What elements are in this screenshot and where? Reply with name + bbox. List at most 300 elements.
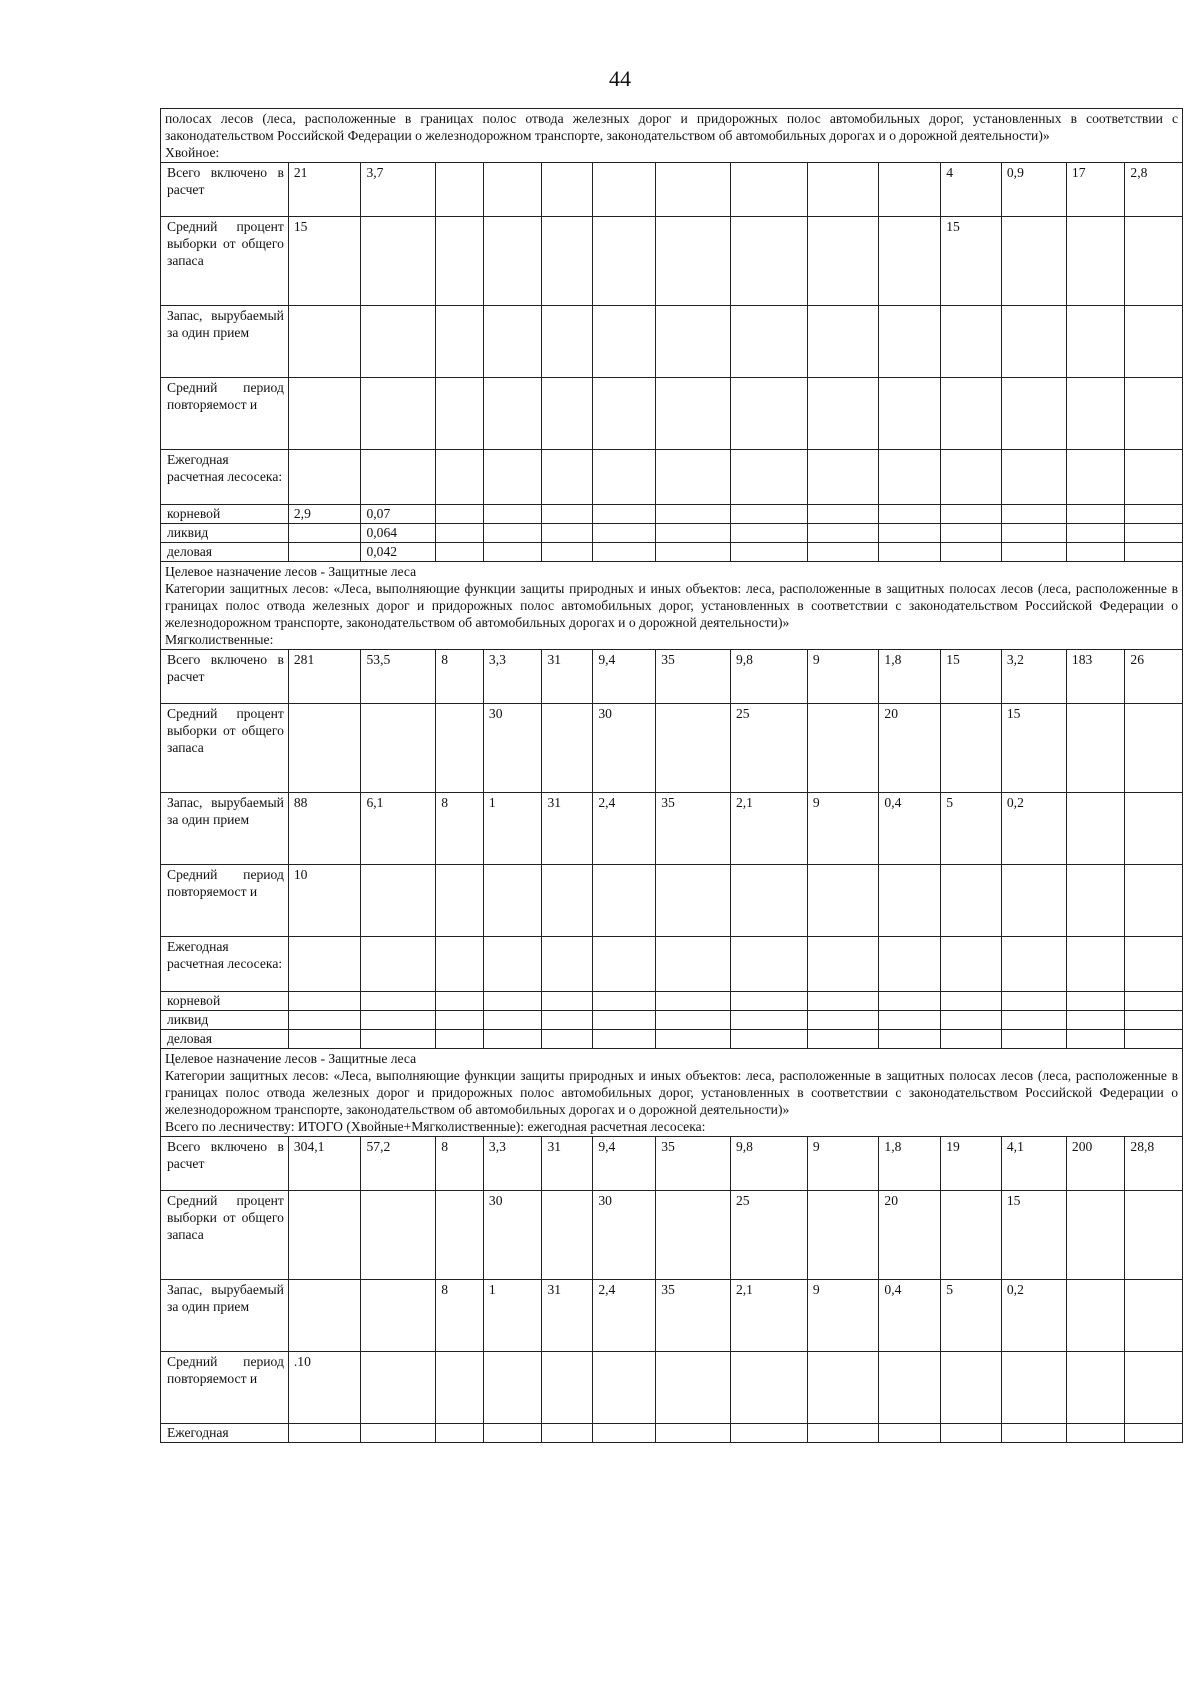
table-cell: 19 bbox=[941, 1136, 1002, 1190]
table-cell bbox=[1001, 1010, 1066, 1029]
table-cell bbox=[361, 1423, 436, 1442]
table-cell bbox=[1001, 542, 1066, 561]
table-row bbox=[161, 991, 1183, 1010]
row-label: ликвид bbox=[161, 1010, 289, 1029]
table-cell: .10 bbox=[288, 1351, 361, 1423]
table-cell bbox=[941, 703, 1002, 792]
table-cell bbox=[1001, 523, 1066, 542]
table-cell: 4,1 bbox=[1001, 1136, 1066, 1190]
table-cell bbox=[542, 523, 593, 542]
table-cell bbox=[879, 377, 941, 449]
table-cell: 1,8 bbox=[879, 1136, 941, 1190]
intro-paragraph: полосах лесов (леса, расположенные в границах полос отвода железных дорог и придорожных полос автомобильных дорог, установленных в соответствии с законодательством Российской Федерации о железнодорожном транспорте, законодательством об автомобильных дорогах и о дорожной деятельности)» bbox=[165, 111, 1178, 144]
forest-data-table bbox=[160, 162, 1183, 562]
table-cell: 5 bbox=[941, 792, 1002, 864]
table-cell bbox=[730, 377, 807, 449]
table-cell bbox=[807, 936, 879, 991]
table-cell bbox=[593, 216, 656, 305]
table-cell bbox=[361, 305, 436, 377]
table-cell bbox=[361, 864, 436, 936]
table-cell bbox=[1001, 305, 1066, 377]
table-cell bbox=[1066, 864, 1125, 936]
table-cell bbox=[879, 504, 941, 523]
table-cell: 2,8 bbox=[1125, 162, 1183, 216]
table-cell bbox=[593, 504, 656, 523]
table-cell: 15 bbox=[1001, 1190, 1066, 1279]
table-cell bbox=[361, 703, 436, 792]
table-cell bbox=[730, 305, 807, 377]
table-cell bbox=[1125, 504, 1183, 523]
intro-paragraph: Мягколиственные: bbox=[165, 632, 274, 648]
table-cell bbox=[730, 216, 807, 305]
table-cell: 31 bbox=[542, 1279, 593, 1351]
table-cell bbox=[1001, 216, 1066, 305]
table-cell bbox=[1125, 1190, 1183, 1279]
table-cell: 10 bbox=[288, 864, 361, 936]
table-cell bbox=[361, 1190, 436, 1279]
table-cell bbox=[656, 864, 731, 936]
table-cell bbox=[483, 1029, 542, 1048]
table-cell: 3,7 bbox=[361, 162, 436, 216]
table-cell bbox=[1001, 504, 1066, 523]
table-cell bbox=[807, 162, 879, 216]
table-cell: 15 bbox=[941, 649, 1002, 703]
table-cell bbox=[361, 936, 436, 991]
table-row bbox=[161, 542, 1183, 561]
section-intro bbox=[160, 1049, 1183, 1136]
table-cell: 1 bbox=[483, 1279, 542, 1351]
table-cell bbox=[656, 1351, 731, 1423]
page-number: 44 bbox=[609, 66, 631, 91]
row-label: Ежегодная расчетная лесосека: bbox=[161, 449, 289, 504]
table-cell bbox=[436, 1423, 484, 1442]
table-cell: 30 bbox=[593, 1190, 656, 1279]
table-cell bbox=[593, 936, 656, 991]
table-cell bbox=[436, 1351, 484, 1423]
table-cell bbox=[941, 1351, 1002, 1423]
table-cell bbox=[807, 703, 879, 792]
table-cell: 0,2 bbox=[1001, 1279, 1066, 1351]
table-cell bbox=[807, 1010, 879, 1029]
table-cell bbox=[879, 1351, 941, 1423]
table-cell bbox=[436, 864, 484, 936]
table-cell bbox=[436, 1190, 484, 1279]
table-cell: 28,8 bbox=[1125, 1136, 1183, 1190]
table-cell bbox=[288, 1423, 361, 1442]
table-cell bbox=[807, 864, 879, 936]
table-cell: 8 bbox=[436, 792, 484, 864]
table-cell bbox=[483, 542, 542, 561]
table-cell: 17 bbox=[1066, 162, 1125, 216]
table-cell: 15 bbox=[941, 216, 1002, 305]
table-cell: 20 bbox=[879, 1190, 941, 1279]
table-cell bbox=[436, 936, 484, 991]
table-cell bbox=[361, 991, 436, 1010]
table-cell bbox=[542, 703, 593, 792]
table-row bbox=[161, 936, 1183, 991]
table-cell bbox=[1125, 864, 1183, 936]
table-cell bbox=[1066, 449, 1125, 504]
table-cell bbox=[1001, 449, 1066, 504]
table-cell bbox=[1001, 1351, 1066, 1423]
table-cell bbox=[879, 542, 941, 561]
table-cell bbox=[542, 504, 593, 523]
table-cell bbox=[730, 991, 807, 1010]
table-cell bbox=[483, 1423, 542, 1442]
table-cell bbox=[593, 1029, 656, 1048]
table-cell bbox=[941, 1190, 1002, 1279]
table-cell: 25 bbox=[730, 1190, 807, 1279]
table-cell bbox=[1066, 936, 1125, 991]
table-cell bbox=[593, 1423, 656, 1442]
table-cell: 25 bbox=[730, 703, 807, 792]
table-row bbox=[161, 523, 1183, 542]
table-cell bbox=[1001, 1029, 1066, 1048]
table-cell bbox=[941, 991, 1002, 1010]
table-cell bbox=[807, 523, 879, 542]
table-cell: 35 bbox=[656, 649, 731, 703]
row-label: ликвид bbox=[161, 523, 289, 542]
table-cell bbox=[593, 864, 656, 936]
table-row bbox=[161, 305, 1183, 377]
table-cell: 1 bbox=[483, 792, 542, 864]
row-label: Всего включено в расчет bbox=[161, 1136, 289, 1190]
table-cell: 15 bbox=[288, 216, 361, 305]
table-cell bbox=[542, 305, 593, 377]
table-cell: 6,1 bbox=[361, 792, 436, 864]
table-cell bbox=[288, 523, 361, 542]
table-cell bbox=[1066, 792, 1125, 864]
table-cell bbox=[656, 216, 731, 305]
table-cell bbox=[941, 305, 1002, 377]
table-cell bbox=[542, 162, 593, 216]
table-cell bbox=[1066, 1190, 1125, 1279]
table-cell bbox=[361, 1029, 436, 1048]
table-cell bbox=[436, 1010, 484, 1029]
table-cell bbox=[542, 1010, 593, 1029]
table-cell bbox=[730, 523, 807, 542]
table-row bbox=[161, 649, 1183, 703]
table-cell: 0,07 bbox=[361, 504, 436, 523]
table-cell bbox=[288, 1190, 361, 1279]
table-cell bbox=[483, 1010, 542, 1029]
table-row bbox=[161, 1136, 1183, 1190]
row-label: Средний процент выборки от общего запаса bbox=[161, 703, 289, 792]
row-label: Средний период повторяемост и bbox=[161, 1351, 289, 1423]
table-cell bbox=[593, 1351, 656, 1423]
table-cell bbox=[542, 1029, 593, 1048]
section-intro bbox=[160, 562, 1183, 649]
table-cell bbox=[807, 1190, 879, 1279]
table-cell bbox=[436, 1029, 484, 1048]
table-cell bbox=[1125, 542, 1183, 561]
table-cell bbox=[941, 1010, 1002, 1029]
table-cell bbox=[879, 1423, 941, 1442]
table-cell bbox=[1125, 792, 1183, 864]
intro-paragraph: Всего по лесничеству: ИТОГО (Хвойные+Мягколиственные): ежегодная расчетная лесосека: bbox=[165, 1119, 706, 1135]
table-cell: 30 bbox=[483, 1190, 542, 1279]
table-cell bbox=[807, 377, 879, 449]
table-cell bbox=[288, 1279, 361, 1351]
table-cell bbox=[656, 504, 731, 523]
table-cell bbox=[483, 1351, 542, 1423]
table-cell: 3,3 bbox=[483, 649, 542, 703]
table-cell bbox=[656, 991, 731, 1010]
table-cell bbox=[656, 542, 731, 561]
table-cell bbox=[542, 1351, 593, 1423]
table-cell bbox=[807, 305, 879, 377]
table-cell bbox=[1125, 1279, 1183, 1351]
table-cell bbox=[483, 504, 542, 523]
table-cell: 200 bbox=[1066, 1136, 1125, 1190]
table-cell bbox=[656, 1423, 731, 1442]
table-cell: 31 bbox=[542, 1136, 593, 1190]
table-cell bbox=[593, 305, 656, 377]
table-row bbox=[161, 1029, 1183, 1048]
table-cell bbox=[941, 936, 1002, 991]
table-cell bbox=[1066, 1279, 1125, 1351]
table-cell: 57,2 bbox=[361, 1136, 436, 1190]
table-cell: 15 bbox=[1001, 703, 1066, 792]
table-cell bbox=[1066, 703, 1125, 792]
intro-paragraph: Целевое назначение лесов - Защитные леса bbox=[165, 563, 417, 579]
table-cell bbox=[361, 1010, 436, 1029]
table-cell: 2,4 bbox=[593, 792, 656, 864]
table-cell bbox=[941, 1029, 1002, 1048]
table-cell bbox=[361, 1279, 436, 1351]
table-row bbox=[161, 1279, 1183, 1351]
table-row bbox=[161, 1190, 1183, 1279]
table-cell bbox=[730, 162, 807, 216]
table-cell: 2,9 bbox=[288, 504, 361, 523]
table-cell: 1,8 bbox=[879, 649, 941, 703]
table-cell bbox=[1001, 936, 1066, 991]
row-label: Ежегодная расчетная лесосека: bbox=[161, 936, 289, 991]
table-cell bbox=[1001, 1423, 1066, 1442]
table-cell bbox=[436, 377, 484, 449]
table-cell bbox=[483, 377, 542, 449]
table-cell: 3,2 bbox=[1001, 649, 1066, 703]
table-cell bbox=[730, 1029, 807, 1048]
table-cell bbox=[542, 449, 593, 504]
intro-paragraph: Категории защитных лесов: «Леса, выполняющие функции защиты природных и иных объектов: леса, расположенные в защитных полосах лесов (леса, расположенные в границах полос отвода железных дорог и придорожных полос автомобильных дорог, установленных в соответствии с законодательством Российской Федерации о железнодорожном транспорте, законодательством об автомобильных дорогах и о дорожной деятельности)» bbox=[165, 1067, 1178, 1118]
table-cell bbox=[1001, 991, 1066, 1010]
table-cell bbox=[542, 1423, 593, 1442]
table-row bbox=[161, 216, 1183, 305]
table-cell bbox=[879, 449, 941, 504]
table-cell bbox=[1066, 1029, 1125, 1048]
table-cell bbox=[1066, 542, 1125, 561]
table-cell bbox=[879, 864, 941, 936]
row-label: Средний период повторяемост и bbox=[161, 864, 289, 936]
table-cell: 53,5 bbox=[361, 649, 436, 703]
table-cell bbox=[1125, 377, 1183, 449]
table-cell: 88 bbox=[288, 792, 361, 864]
table-cell bbox=[879, 1029, 941, 1048]
table-cell: 31 bbox=[542, 649, 593, 703]
table-cell: 9 bbox=[807, 649, 879, 703]
table-row bbox=[161, 1423, 1183, 1442]
table-cell: 0,042 bbox=[361, 542, 436, 561]
table-cell bbox=[483, 864, 542, 936]
table-cell bbox=[436, 523, 484, 542]
table-cell bbox=[288, 305, 361, 377]
table-cell bbox=[730, 1351, 807, 1423]
table-cell bbox=[288, 1010, 361, 1029]
table-cell: 8 bbox=[436, 1136, 484, 1190]
table-cell bbox=[483, 305, 542, 377]
table-cell bbox=[436, 449, 484, 504]
table-row bbox=[161, 162, 1183, 216]
table-cell bbox=[879, 305, 941, 377]
table-cell: 9,8 bbox=[730, 1136, 807, 1190]
table-cell bbox=[1125, 936, 1183, 991]
table-cell bbox=[941, 1423, 1002, 1442]
table-cell: 4 bbox=[941, 162, 1002, 216]
table-cell bbox=[1066, 991, 1125, 1010]
table-cell: 9,4 bbox=[593, 1136, 656, 1190]
table-cell bbox=[1125, 703, 1183, 792]
table-cell bbox=[593, 1010, 656, 1029]
row-label: корневой bbox=[161, 504, 289, 523]
table-cell: 9 bbox=[807, 1136, 879, 1190]
table-cell bbox=[542, 377, 593, 449]
table-cell bbox=[879, 523, 941, 542]
table-cell bbox=[807, 1423, 879, 1442]
table-cell bbox=[730, 504, 807, 523]
forest-data-table bbox=[160, 649, 1183, 1049]
table-cell bbox=[593, 991, 656, 1010]
section-intro bbox=[160, 108, 1183, 162]
table-cell bbox=[879, 991, 941, 1010]
table-cell bbox=[807, 504, 879, 523]
table-cell bbox=[436, 542, 484, 561]
table-cell bbox=[288, 936, 361, 991]
table-cell bbox=[288, 1029, 361, 1048]
table-cell bbox=[542, 216, 593, 305]
row-label: Всего включено в расчет bbox=[161, 162, 289, 216]
table-cell: 30 bbox=[483, 703, 542, 792]
table-cell bbox=[730, 542, 807, 561]
table-cell bbox=[656, 1190, 731, 1279]
table-cell bbox=[593, 449, 656, 504]
table-cell bbox=[542, 936, 593, 991]
table-cell bbox=[656, 305, 731, 377]
table-cell bbox=[436, 216, 484, 305]
table-cell bbox=[1125, 1029, 1183, 1048]
table-cell: 0,9 bbox=[1001, 162, 1066, 216]
table-cell bbox=[807, 542, 879, 561]
row-label: Средний период повторяемост и bbox=[161, 377, 289, 449]
table-cell: 5 bbox=[941, 1279, 1002, 1351]
table-cell: 9,8 bbox=[730, 649, 807, 703]
table-cell bbox=[941, 542, 1002, 561]
table-cell bbox=[483, 991, 542, 1010]
table-cell bbox=[288, 703, 361, 792]
row-label: деловая bbox=[161, 542, 289, 561]
table-cell bbox=[730, 936, 807, 991]
table-cell bbox=[1125, 1423, 1183, 1442]
table-row bbox=[161, 377, 1183, 449]
table-cell bbox=[807, 216, 879, 305]
table-cell bbox=[1125, 305, 1183, 377]
table-cell: 8 bbox=[436, 1279, 484, 1351]
table-cell bbox=[941, 504, 1002, 523]
table-cell bbox=[1066, 504, 1125, 523]
row-label: Ежегодная bbox=[161, 1423, 289, 1442]
table-cell bbox=[879, 216, 941, 305]
table-cell bbox=[1125, 523, 1183, 542]
table-cell bbox=[483, 523, 542, 542]
table-cell bbox=[436, 703, 484, 792]
table-cell bbox=[730, 1423, 807, 1442]
table-cell bbox=[656, 162, 731, 216]
table-cell bbox=[1125, 991, 1183, 1010]
row-label: Запас, вырубаемый за один прием bbox=[161, 792, 289, 864]
table-cell: 281 bbox=[288, 649, 361, 703]
table-cell bbox=[361, 216, 436, 305]
table-cell: 21 bbox=[288, 162, 361, 216]
row-label: Средний процент выборки от общего запаса bbox=[161, 1190, 289, 1279]
table-cell bbox=[1066, 1351, 1125, 1423]
table-cell bbox=[1001, 377, 1066, 449]
table-cell bbox=[656, 703, 731, 792]
table-cell bbox=[593, 162, 656, 216]
row-label: Запас, вырубаемый за один прием bbox=[161, 305, 289, 377]
forest-data-table bbox=[160, 1136, 1183, 1443]
table-cell bbox=[656, 936, 731, 991]
table-cell bbox=[879, 936, 941, 991]
table-cell: 9 bbox=[807, 1279, 879, 1351]
table-cell: 9,4 bbox=[593, 649, 656, 703]
table-row bbox=[161, 864, 1183, 936]
table-cell bbox=[941, 377, 1002, 449]
table-cell bbox=[542, 864, 593, 936]
table-cell: 35 bbox=[656, 792, 731, 864]
table-cell bbox=[1066, 1423, 1125, 1442]
table-cell bbox=[730, 864, 807, 936]
intro-paragraph: Категории защитных лесов: «Леса, выполняющие функции защиты природных и иных объектов: леса, расположенные в защитных полосах лесов (леса, расположенные в границах полос отвода железных дорог и придорожных полос автомобильных дорог, установленных в соответствии с законодательством Российской Федерации о железнодорожном транспорте, законодательством об автомобильных дорогах и о дорожной деятельности)» bbox=[165, 580, 1178, 631]
table-cell: 30 bbox=[593, 703, 656, 792]
table-cell: 9 bbox=[807, 792, 879, 864]
table-cell bbox=[1125, 1351, 1183, 1423]
table-cell: 304,1 bbox=[288, 1136, 361, 1190]
row-label: Запас, вырубаемый за один прием bbox=[161, 1279, 289, 1351]
table-cell bbox=[1066, 523, 1125, 542]
table-cell bbox=[483, 449, 542, 504]
table-cell bbox=[483, 936, 542, 991]
table-cell bbox=[807, 1351, 879, 1423]
table-cell bbox=[1001, 864, 1066, 936]
table-cell: 0,064 bbox=[361, 523, 436, 542]
table-cell bbox=[1066, 305, 1125, 377]
table-cell bbox=[941, 864, 1002, 936]
table-cell bbox=[1066, 216, 1125, 305]
table-cell bbox=[807, 991, 879, 1010]
table-row bbox=[161, 1010, 1183, 1029]
table-cell bbox=[288, 542, 361, 561]
table-row bbox=[161, 1351, 1183, 1423]
row-label: деловая bbox=[161, 1029, 289, 1048]
intro-paragraph: Целевое назначение лесов - Защитные леса bbox=[165, 1050, 417, 1066]
table-cell bbox=[542, 991, 593, 1010]
table-cell: 8 bbox=[436, 649, 484, 703]
table-cell bbox=[941, 523, 1002, 542]
table-cell: 0,2 bbox=[1001, 792, 1066, 864]
table-cell bbox=[1066, 1010, 1125, 1029]
table-cell bbox=[656, 523, 731, 542]
table-cell bbox=[436, 305, 484, 377]
